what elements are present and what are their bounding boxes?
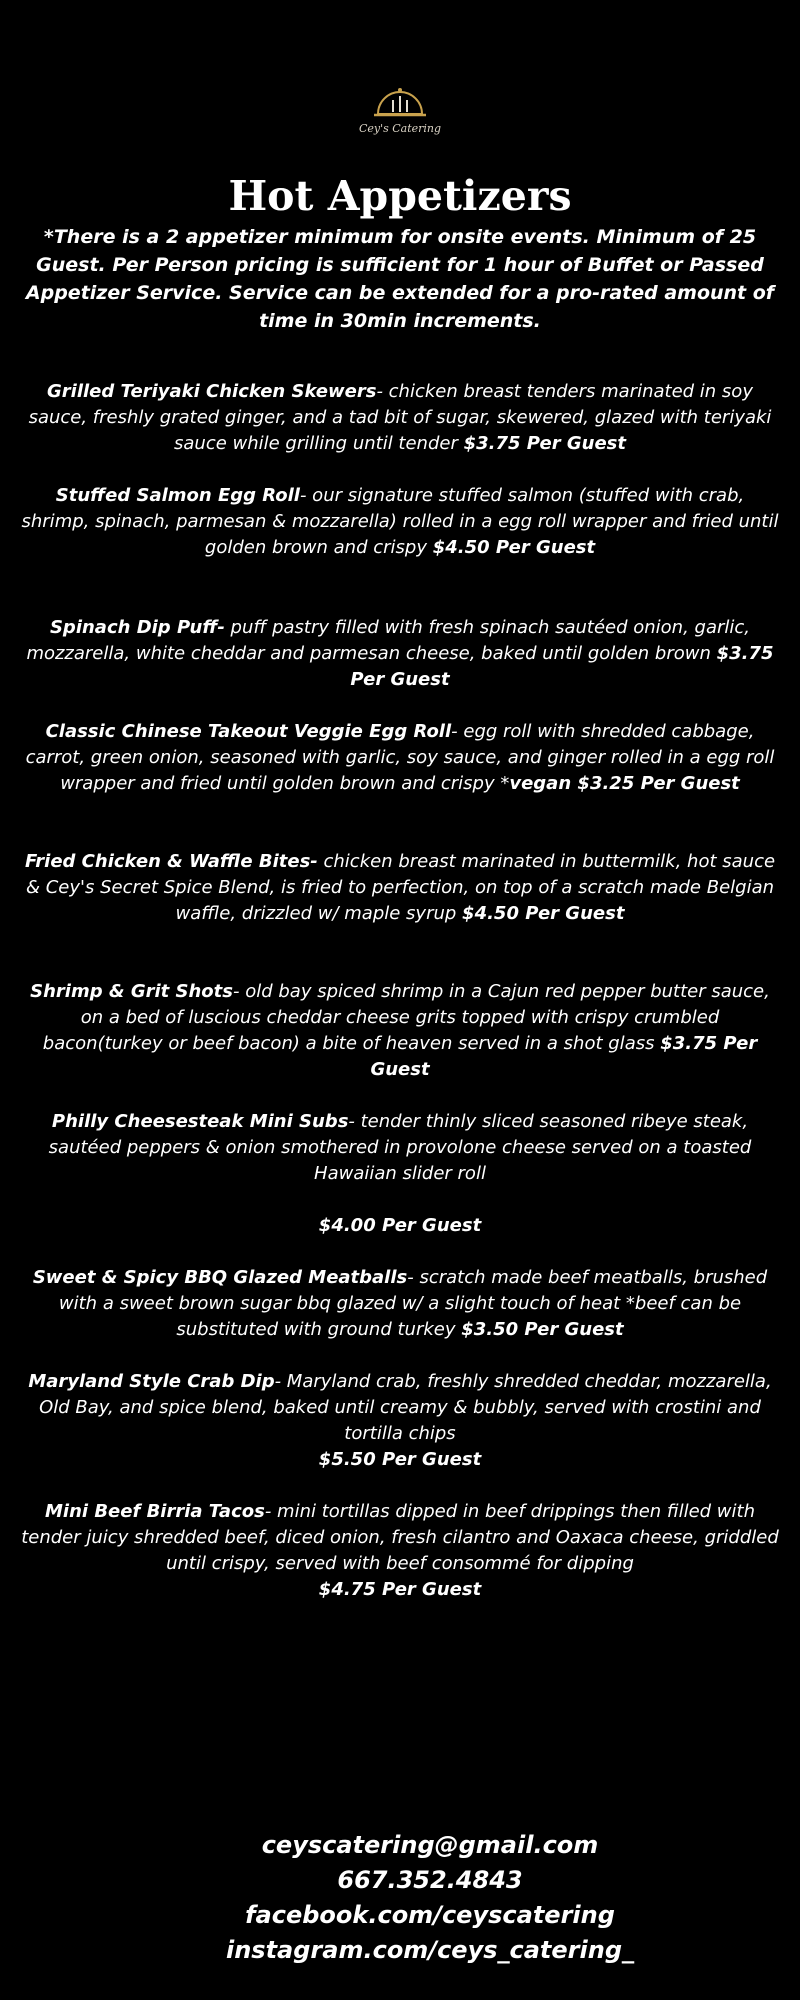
item-description: - mini tortillas dipped in beef drippings then filled with tender juicy shredded beef, diced onion, fresh cilantro and Oaxaca cheese, griddled until crispy, served with beef consommé for dipping [21,1501,779,1574]
contact-email[interactable]: ceyscatering@gmail.com [261,1831,599,1859]
cloche-and-utensils-icon [355,78,445,122]
item-name: Maryland Style Crab Dip [28,1371,275,1392]
menu-item [20,1369,780,1473]
item-name: Spinach Dip Puff- [49,617,225,638]
item-description: - chicken breast tenders marinated in soy sauce, freshly grated ginger, and a tad bit of sugar, skewered, glazed with teriyaki sauce while grilling until tender [28,381,772,454]
item-price: $3.75 Per Guest [370,1033,758,1080]
menu-item [20,379,780,457]
contact-phone[interactable]: 667.352.4843 [337,1866,523,1894]
menu-item [20,719,780,797]
item-name: Stuffed Salmon Egg Roll [55,485,300,506]
item-price: $4.00 Per Guest [318,1215,482,1236]
menu-item [20,1265,780,1343]
item-description: chicken breast marinated in buttermilk, hot sauce & Cey's Secret Spice Blend, is fried to perfection, on top of a scratch made Belgian waffle, drizzled w/ maple syrup [25,851,776,924]
item-name: Grilled Teriyaki Chicken Skewers [47,381,377,402]
item-description: - our signature stuffed salmon (stuffed with crab, shrimp, spinach, parmesan & mozzarella) rolled in a egg roll wrapper and fried until golden brown and crispy [21,485,779,558]
item-description: - old bay spiced shrimp in a Cajun red pepper butter sauce, on a bed of luscious cheddar cheese grits topped with crispy crumbled bacon(turkey or beef bacon) a bite of heaven served in a shot glass [42,981,770,1054]
item-name: Philly Cheesesteak Mini Subs [51,1111,349,1132]
item-description: - scratch made beef meatballs, brushed with a sweet brown sugar bbq glazed w/ a slight touch of heat *beef can be substituted with ground turkey [58,1267,768,1340]
item-price: $4.50 Per Guest [432,537,596,558]
item-price: $3.75 Per Guest [463,433,626,454]
item-price: $5.50 Per Guest [318,1449,482,1470]
minimum-notice: *There is a 2 appetizer minimum for onsite events. Minimum of 25 Guest. Per Person pricing is sufficient for 1 hour of Buffet or Passed Appetizer Service. Service can be extended for a pro-rated amount of time in 30min increments. [25,226,775,332]
item-name: Sweet & Spicy BBQ Glazed Meatballs [32,1267,408,1288]
item-price: $4.50 Per Guest [462,903,625,924]
menu-item [20,979,780,1083]
item-name: Shrimp & Grit Shots [30,981,233,1002]
menu-item [20,849,780,927]
contact-facebook[interactable]: facebook.com/ceyscatering [245,1901,615,1929]
item-price: $4.75 Per Guest [318,1579,482,1600]
menu-item [20,615,780,693]
item-description: puff pastry filled with fresh spinach sautéed onion, garlic, mozzarella, white cheddar and parmesan cheese, baked until golden brown [26,617,751,664]
item-price: $3.75 Per Guest [350,643,774,690]
item-name: Fried Chicken & Waffle Bites- [24,851,318,872]
item-name: Classic Chinese Takeout Veggie Egg Roll [45,721,452,742]
item-description: - tender thinly sliced seasoned ribeye steak, sautéed peppers & onion smothered in provolone cheese served on a toasted Hawaiian slider roll [48,1111,752,1184]
contact-instagram[interactable]: instagram.com/ceys_catering_ [225,1936,635,1964]
menu-item [20,1499,780,1603]
logo-text: Cey's Catering [358,122,442,135]
item-price: vegan $3.25 Per Guest [509,773,740,794]
item-price: $3.50 Per Guest [461,1319,624,1340]
page-title: Hot Appetizers [228,172,572,220]
logo [355,78,445,148]
item-name: Mini Beef Birria Tacos [45,1501,265,1522]
menu-item [20,483,780,561]
item-description: - egg roll with shredded cabbage, carrot, green onion, seasoned with garlic, soy sauce, and ginger rolled in a egg roll wrapper and fried until golden brown and crispy * [25,721,775,794]
item-description: - Maryland crab, freshly shredded cheddar, mozzarella, Old Bay, and spice blend, baked until creamy & bubbly, served with crostini and tortilla chips [39,1371,772,1444]
menu-item [20,1109,780,1239]
